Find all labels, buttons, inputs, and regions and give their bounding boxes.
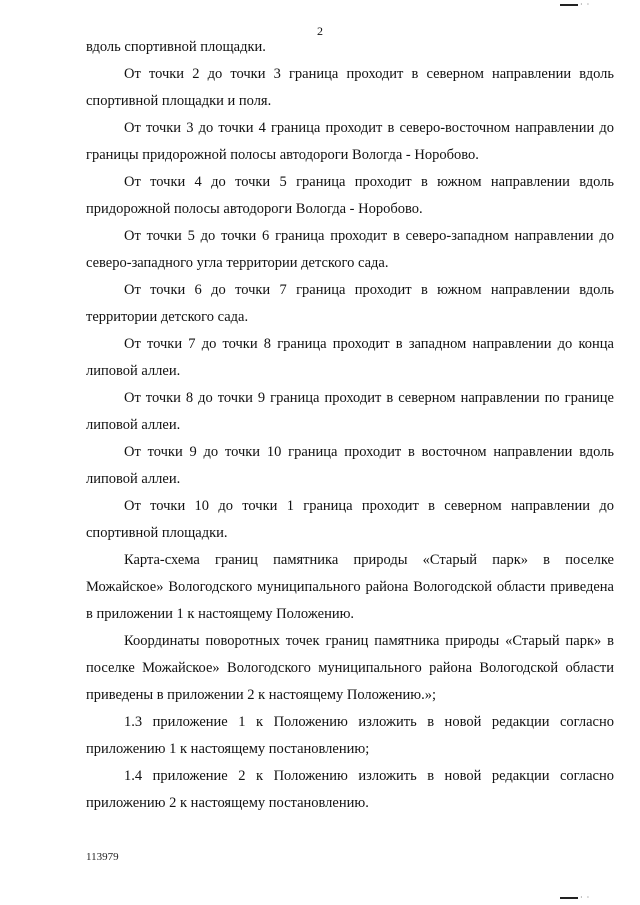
paragraph-map-scheme: Карта-схема границ памятника природы «Старый парк» в поселке Можайское» Вологодского муниципального района Вологодской области приведена в приложении 1 к настоящему Положению.	[86, 552, 614, 622]
paragraph-boundary-4-5: От точки 4 до точки 5 граница проходит в южном направлении вдоль придорожной полосы автодороги Вологда - Норобово.	[86, 174, 614, 217]
paragraph-boundary-9-10: От точки 9 до точки 10 граница проходит в восточном направлении вдоль липовой аллеи.	[86, 444, 614, 487]
paragraph-boundary-8-9: От точки 8 до точки 9 граница проходит в северном направлении по границе липовой аллеи.	[86, 390, 614, 433]
paragraph-item-1-4: 1.4 приложение 2 к Положению изложить в новой редакции согласно приложению 2 к настоящему постановлению.	[86, 768, 614, 811]
scan-corner-mark-bottom	[560, 897, 578, 899]
paragraph-boundary-2-3: От точки 2 до точки 3 граница проходит в северном направлении вдоль спортивной площадки и поля.	[86, 66, 614, 109]
paragraph-boundary-10-1: От точки 10 до точки 1 граница проходит в северном направлении до спортивной площадки.	[86, 498, 614, 541]
scan-corner-mark	[560, 4, 578, 6]
paragraph-item-1-3: 1.3 приложение 1 к Положению изложить в новой редакции согласно приложению 1 к настоящему постановлению;	[86, 714, 614, 757]
page-number: 2	[317, 24, 323, 38]
scan-corner-dots: · ·	[580, 0, 591, 9]
paragraph-continuation: вдоль спортивной площадки.	[86, 39, 266, 55]
document-code: 113979	[86, 851, 119, 863]
paragraph-boundary-3-4: От точки 3 до точки 4 граница проходит в северо-восточном направлении до границы придорожной полосы автодороги Вологда - Норобово.	[86, 120, 614, 163]
document-body	[86, 34, 614, 817]
paragraph-boundary-6-7: От точки 6 до точки 7 граница проходит в южном направлении вдоль территории детского сада.	[86, 282, 614, 325]
paragraph-coordinates: Координаты поворотных точек границ памятника природы «Старый парк» в поселке Можайское» Вологодского муниципального района Вологодской области приведены в приложении 2 к настоящему Положению.»;	[86, 633, 614, 703]
paragraph-boundary-7-8: От точки 7 до точки 8 граница проходит в западном направлении до конца липовой аллеи.	[86, 336, 614, 379]
paragraph-boundary-5-6: От точки 5 до точки 6 граница проходит в северо-западном направлении до северо-западного угла территории детского сада.	[86, 228, 614, 271]
scan-corner-dots-bottom: · ·	[580, 893, 591, 902]
